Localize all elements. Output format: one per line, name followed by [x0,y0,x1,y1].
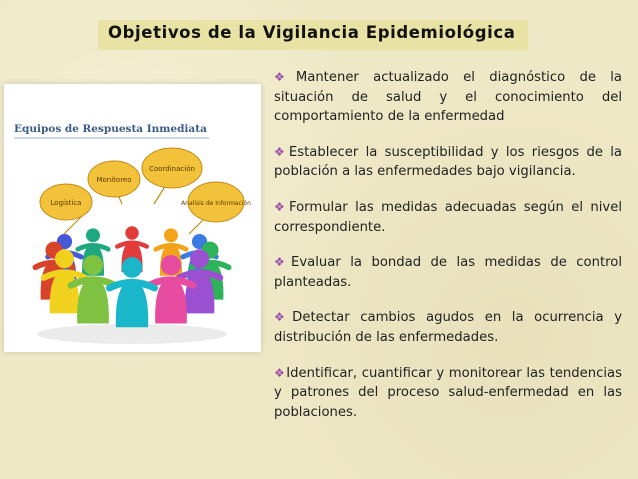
team-illustration-svg [4,84,261,352]
slide-title-box [98,20,528,50]
objective-item-5 [274,308,622,347]
bubble-logistica [40,184,92,220]
team-illustration [4,84,261,352]
objective-item-6 [274,364,622,423]
objective-text-6: Identificar, cuantificar y monitorear las tendencias y patrones del proceso salud-enfermedad en las poblaciones. [274,365,622,420]
diamond-bullet-icon: ❖ [274,199,288,214]
bubble-analisis [181,182,251,222]
diamond-bullet-icon: ❖ [274,255,291,270]
objective-text-3: Formular las medidas adecuadas según el nivel correspondiente. [274,199,623,235]
person-figure [109,257,154,327]
illustration-heading: Equipos de Respuesta Inmediata [14,123,207,135]
bubble-monitoreo [88,161,140,197]
objective-text-5: Detectar cambios agudos en la ocurrencia y distribución de las enfermedades. [274,310,622,345]
diamond-bullet-icon: ❖ [274,310,292,325]
objective-item-1 [274,68,622,127]
objective-text-2: Establecer la susceptibilidad y los riesgos de la población a las enfermedades bajo vigilancia. [274,144,622,180]
objective-text-1: Mantener actualizado el diagnóstico de la situación de salud y el conocimiento del comportamiento de la enfermedad [274,70,622,125]
bubble-label-logistica: Logística [50,199,82,207]
objective-item-2 [274,143,622,182]
bubble-label-monitoreo: Monitoreo [96,176,132,184]
bubble-label-coordinacion: Coordinación [149,165,195,173]
bubble-label-analisis: Analisis de Información [181,200,251,207]
diamond-bullet-icon: ❖ [274,70,295,84]
bubble-coordinacion [142,148,202,188]
objective-text-4: Evaluar la bondad de las medidas de control planteadas. [274,255,622,290]
objective-item-3 [274,198,622,237]
diamond-bullet-icon: ❖ [274,144,288,159]
people-circle [35,226,228,327]
diamond-bullet-icon: ❖ [274,365,286,380]
objective-item-4 [274,253,622,292]
slide-title: Objetivos de la Vigilancia Epidemiológica [108,23,516,42]
objectives-list [274,68,622,438]
